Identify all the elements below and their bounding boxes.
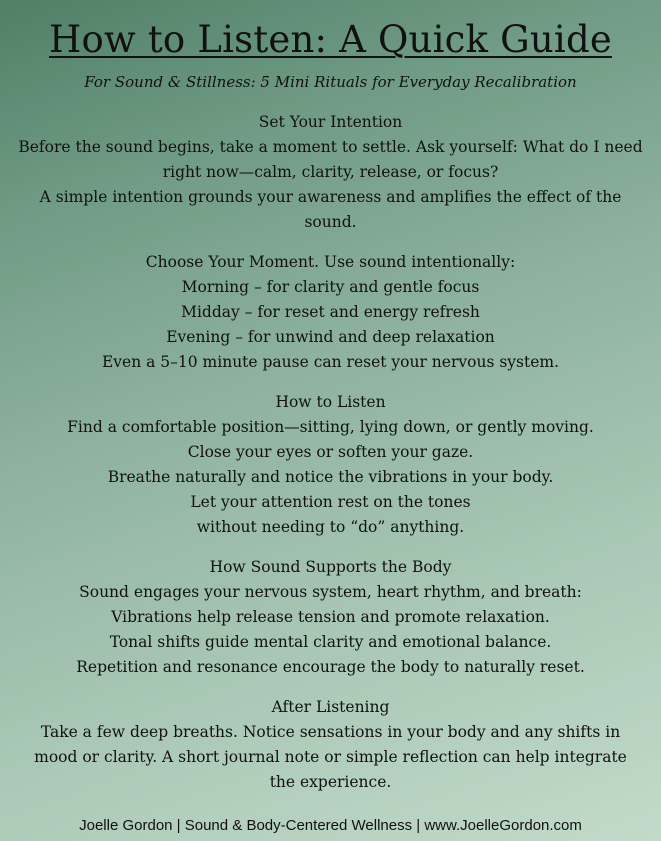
section-sound-supports-body	[0, 555, 661, 680]
section-line: Tonal shifts guide mental clarity and emotional balance.	[109, 633, 552, 651]
section-line: Before the sound begins, take a moment to settle. Ask yourself: What do I need	[18, 138, 643, 156]
section-choose-moment	[0, 250, 661, 375]
section-line: Vibrations help release tension and promote relaxation.	[111, 608, 550, 626]
section-line: without needing to “do” anything.	[196, 518, 465, 536]
section-line: Morning – for clarity and gentle focus	[181, 278, 480, 296]
section-line: Find a comfortable position—sitting, lying down, or gently moving.	[67, 418, 594, 436]
section-line: Breathe naturally and notice the vibrations in your body.	[107, 468, 554, 486]
section-line: Let your attention rest on the tones	[190, 493, 471, 511]
section-heading: After Listening	[271, 698, 390, 716]
section-line: sound.	[304, 213, 357, 231]
section-line: Close your eyes or soften your gaze.	[187, 443, 474, 461]
section-heading: How Sound Supports the Body	[209, 558, 452, 576]
section-how-to-listen	[0, 390, 661, 540]
section-line: Midday – for reset and energy refresh	[181, 303, 480, 321]
section-line: Sound engages your nervous system, heart rhythm, and breath:	[79, 583, 582, 601]
section-line: A simple intention grounds your awareness and amplifies the effect of the	[39, 188, 622, 206]
section-heading: Set Your Intention	[258, 113, 403, 131]
section-line: right now—calm, clarity, release, or focus?	[162, 163, 499, 181]
page-subtitle: For Sound & Stillness: 5 Mini Rituals for Everyday Recalibration	[84, 73, 577, 91]
section-line: Take a few deep breaths. Notice sensations in your body and any shifts in	[40, 723, 621, 741]
section-heading: How to Listen	[275, 393, 386, 411]
section-line: Even a 5–10 minute pause can reset your nervous system.	[101, 353, 560, 371]
section-after-listening	[0, 695, 661, 795]
section-heading: Choose Your Moment. Use sound intentionally:	[145, 253, 516, 271]
section-set-intention	[0, 110, 661, 235]
footer-credit: Joelle Gordon | Sound & Body-Centered Wellness | www.JoelleGordon.com	[79, 817, 582, 834]
section-line: Evening – for unwind and deep relaxation	[166, 328, 495, 346]
section-line: Repetition and resonance encourage the body to naturally reset.	[76, 658, 585, 676]
section-line: mood or clarity. A short journal note or simple reflection can help integrate	[34, 748, 627, 766]
page-title: How to Listen: A Quick Guide	[49, 18, 612, 61]
section-line: the experience.	[269, 773, 392, 791]
